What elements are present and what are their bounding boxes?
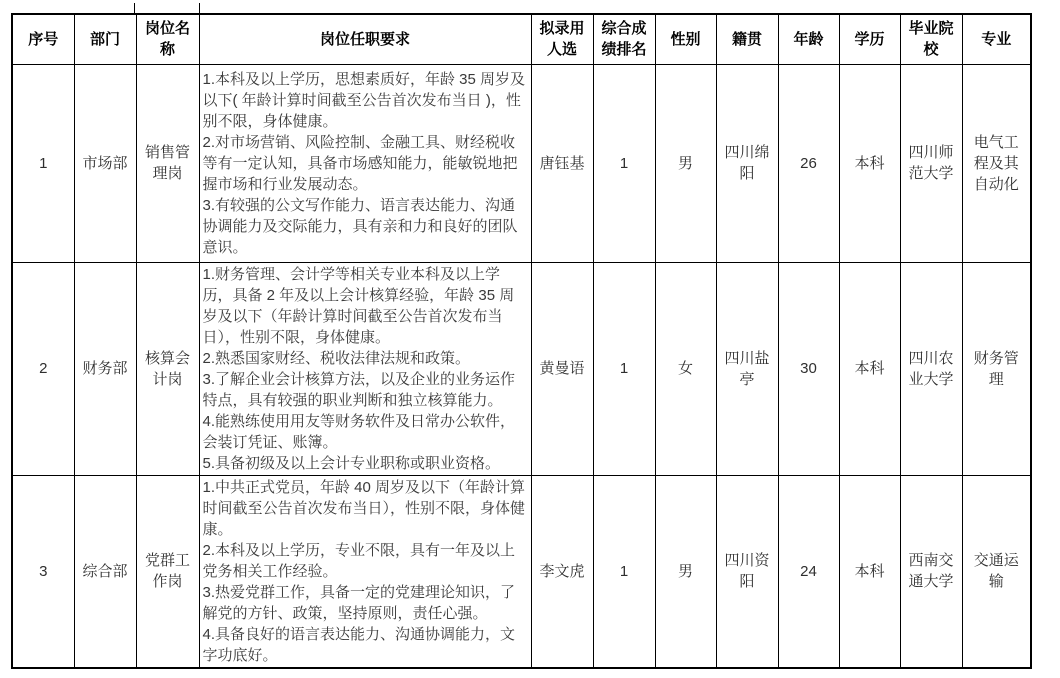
cell-gender: 男 (655, 475, 716, 668)
requirement-item: 1.中共正式党员，年龄 40 周岁及以下（年龄计算时间截至公告首次发布当日），性别不限，身体健康。 (202, 478, 526, 538)
requirement-item: 4.能熟练使用用友等财务软件及日常办公软件，会装订凭证、账簿。 (202, 412, 516, 451)
cell-serial-number: 2 (12, 262, 74, 475)
header-position-name: 岗位名称 (136, 14, 199, 64)
cell-position-name: 核算会计岗 (136, 262, 199, 475)
requirement-item: 2.本科及以上学历，专业不限，具有一年及以上党务相关工作经验。 (202, 541, 516, 580)
cell-age: 24 (778, 475, 839, 668)
header-gender: 性别 (655, 14, 716, 64)
cell-department: 财务部 (74, 262, 136, 475)
requirement-item: 5.具备初级及以上会计专业职称或职业资格。 (202, 454, 501, 472)
cell-education: 本科 (839, 262, 900, 475)
cell-overall-score-rank: 1 (593, 64, 655, 262)
cell-position-requirements (199, 64, 531, 262)
cell-major: 交通运输 (962, 475, 1031, 668)
cell-age: 30 (778, 262, 839, 475)
header-department: 部门 (74, 14, 136, 64)
cell-position-requirements (199, 475, 531, 668)
cell-native-place: 四川资阳 (716, 475, 778, 668)
cell-education: 本科 (839, 475, 900, 668)
cell-overall-score-rank: 1 (593, 475, 655, 668)
cell-gender: 女 (655, 262, 716, 475)
cell-graduated-school: 四川农业大学 (900, 262, 962, 475)
cell-proposed-candidate: 黄曼语 (531, 262, 593, 475)
table-row (12, 262, 1031, 475)
cell-graduated-school: 西南交通大学 (900, 475, 962, 668)
header-position-requirements: 岗位任职要求 (199, 14, 531, 64)
header-education: 学历 (839, 14, 900, 64)
cell-serial-number: 1 (12, 64, 74, 262)
cell-education: 本科 (839, 64, 900, 262)
header-native-place: 籍贯 (716, 14, 778, 64)
requirement-item: 3.了解企业会计核算方法，以及企业的业务运作特点，具有较强的职业判断和独立核算能力。 (202, 370, 516, 409)
table-row (12, 64, 1031, 262)
cell-department: 综合部 (74, 475, 136, 668)
cell-native-place: 四川盐亭 (716, 262, 778, 475)
cell-gender: 男 (655, 64, 716, 262)
cropped-gridline-remnant (199, 3, 200, 13)
cell-serial-number: 3 (12, 475, 74, 668)
cell-overall-score-rank: 1 (593, 262, 655, 475)
requirement-item: 1.财务管理、会计学等相关专业本科及以上学历，具备 2 年及以上会计核算经验，年龄 35 周岁及以下（年龄计算时间截至公告首次发布当日），性别不限，身体健康。 (202, 265, 515, 346)
cell-native-place: 四川绵阳 (716, 64, 778, 262)
cell-proposed-candidate: 唐钰基 (531, 64, 593, 262)
cell-position-name: 销售管理岗 (136, 64, 199, 262)
cell-major: 财务管理 (962, 262, 1031, 475)
cell-major: 电气工程及其自动化 (962, 64, 1031, 262)
cropped-gridline-remnant (134, 3, 135, 13)
cell-proposed-candidate: 李文虎 (531, 475, 593, 668)
requirement-item: 3.有较强的公文写作能力、语言表达能力、沟通协调能力及交际能力，具有亲和力和良好的团队意识。 (202, 196, 518, 256)
header-proposed-candidate: 拟录用人选 (531, 14, 593, 64)
header-graduated-school: 毕业院校 (900, 14, 962, 64)
header-age: 年龄 (778, 14, 839, 64)
cell-graduated-school: 四川师范大学 (900, 64, 962, 262)
requirement-item: 3.热爱党群工作，具备一定的党建理论知识，了解党的方针、政策，坚持原则，责任心强。 (202, 583, 516, 622)
requirement-item: 2.对市场营销、风险控制、金融工具、财经税收等有一定认知，具备市场感知能力，能敏锐地把握市场和行业发展动态。 (202, 133, 518, 193)
recruitment-result-table (11, 13, 1032, 669)
cell-position-name: 党群工作岗 (136, 475, 199, 668)
cell-age: 26 (778, 64, 839, 262)
table-header-row (12, 14, 1031, 64)
table-row (12, 475, 1031, 668)
requirement-item: 2.熟悉国家财经、税收法律法规和政策。 (202, 349, 471, 367)
header-major: 专业 (962, 14, 1031, 64)
requirement-item: 1.本科及以上学历，思想素质好，年龄 35 周岁及以下( 年龄计算时间截至公告首次发布当日 )，性别不限，身体健康。 (202, 70, 526, 130)
header-serial-number: 序号 (12, 14, 74, 64)
header-overall-score-rank: 综合成绩排名 (593, 14, 655, 64)
requirement-item: 4.具备良好的语言表达能力、沟通协调能力，文字功底好。 (202, 625, 516, 664)
cell-department: 市场部 (74, 64, 136, 262)
cell-position-requirements (199, 262, 531, 475)
